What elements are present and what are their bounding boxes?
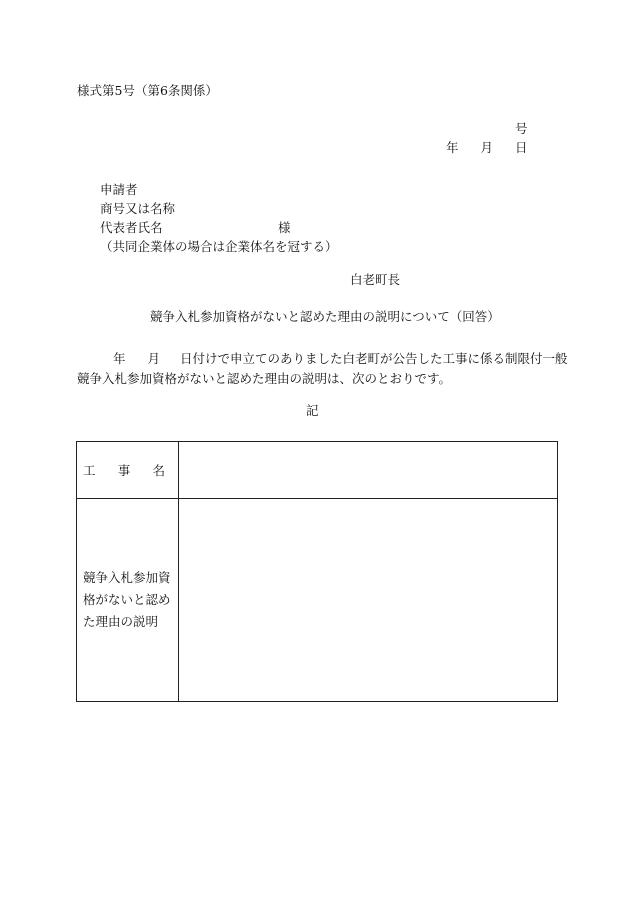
honorific-label: 様	[278, 220, 291, 235]
body-line-1-text: 日付けで申立てのありました白老町が公告した工事に係る制限付一般	[180, 351, 568, 366]
table-row-reason	[77, 499, 558, 702]
body-text	[77, 349, 568, 389]
document-number-label: 号	[515, 121, 528, 136]
applicant-title: 申請者	[100, 182, 138, 197]
company-name-label: 商号又は名称	[100, 201, 176, 216]
joint-venture-note: （共同企業体の場合は企業体名を冠する）	[100, 239, 338, 254]
form-number: 様式第5号（第6条関係）	[77, 83, 218, 98]
applicant-block	[100, 180, 338, 256]
document-subject: 競争入札参加資格がないと認めた理由の説明について（回答）	[150, 309, 500, 324]
body-year-label: 年	[113, 351, 126, 366]
date-day-label: 日	[515, 140, 528, 155]
project-name-label	[77, 442, 179, 499]
representative-name-label: 代表者氏名	[100, 220, 163, 235]
table-row-project-name	[77, 442, 558, 499]
ki-marker: 記	[306, 403, 319, 418]
issue-date	[446, 142, 528, 155]
body-month-label: 月	[147, 351, 161, 366]
reason-value[interactable]	[179, 499, 558, 702]
project-name-value[interactable]	[179, 442, 558, 499]
reason-label-text: 競争入札参加資格がないと認めた理由の説明	[83, 570, 171, 629]
project-name-label-text: 工 事 名	[83, 463, 165, 478]
date-year-label: 年	[446, 140, 459, 155]
detail-table	[76, 441, 558, 702]
date-month-label: 月	[480, 140, 494, 155]
representative-row	[100, 218, 338, 237]
reason-label	[77, 499, 179, 702]
body-line-2: 競争入札参加資格がないと認めた理由の説明は、次のとおりです。	[77, 371, 452, 386]
body-line-1	[77, 349, 568, 369]
recipient: 白老町長	[350, 272, 401, 287]
